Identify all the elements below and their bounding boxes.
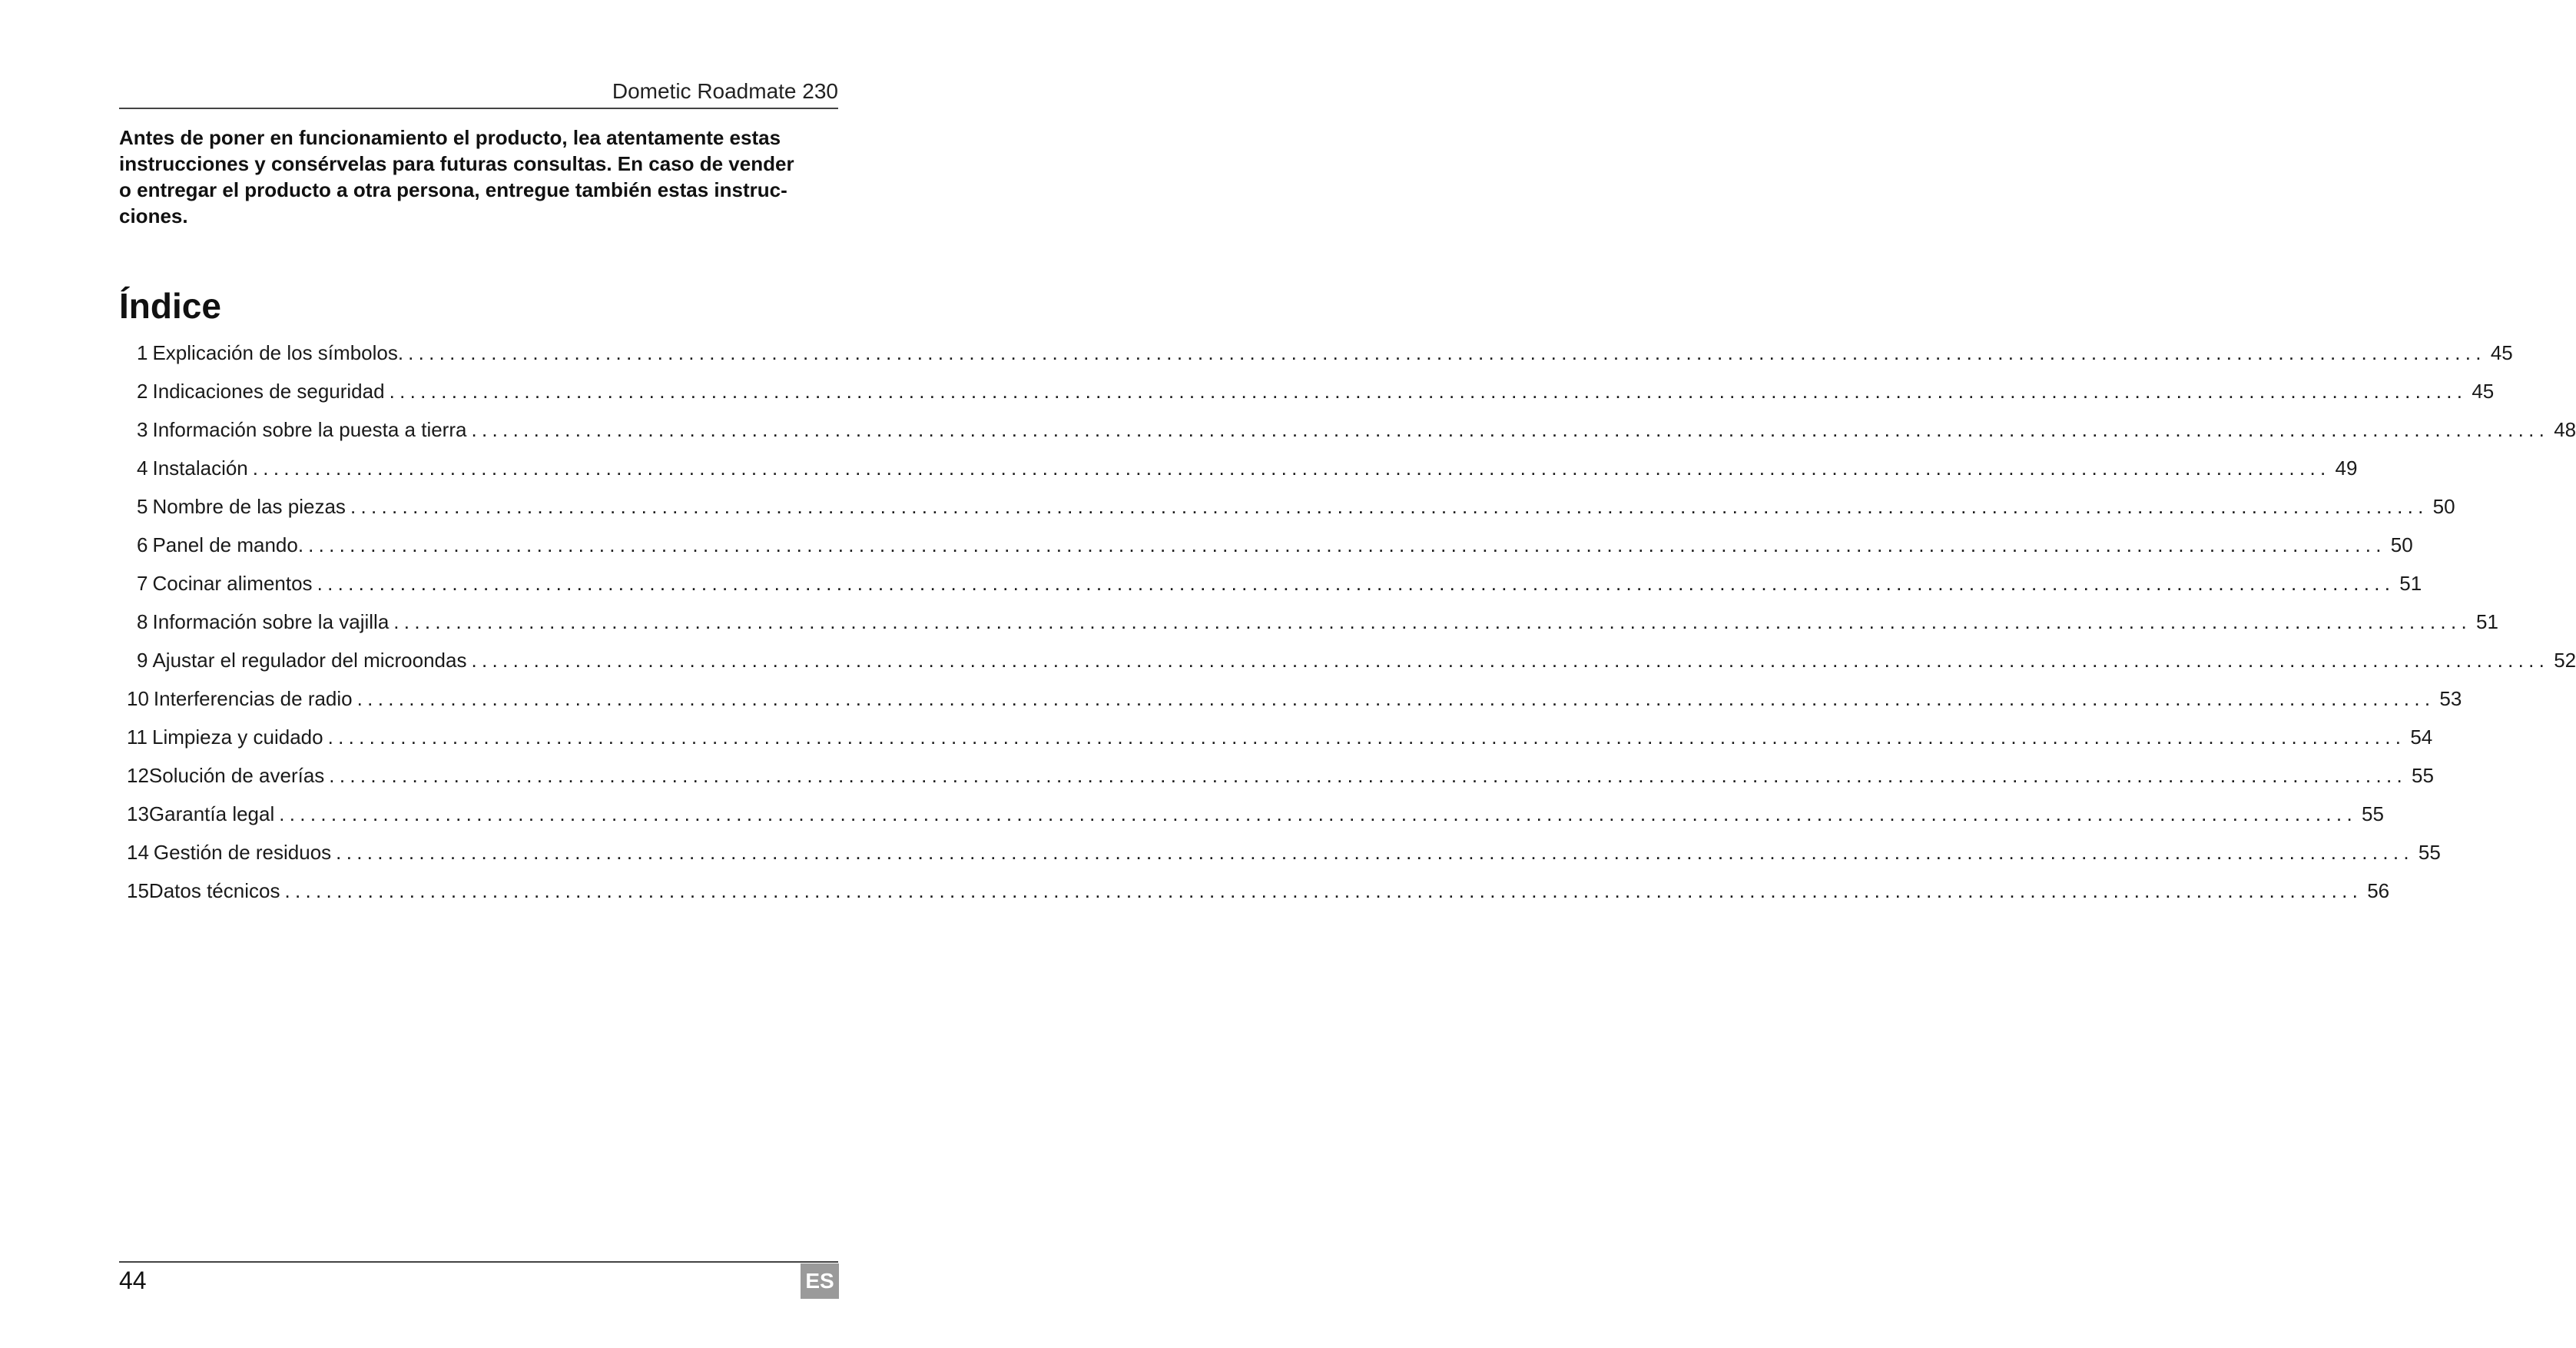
toc-entry-title: Indicaciones de seguridad [152,380,385,403]
toc-entry-page: 51 [2476,610,2498,633]
toc-entry [127,685,2462,712]
toc-entry-number: 10 [127,687,149,710]
toc-entry-number: 4 [137,457,148,480]
toc-entry-number: 11 [127,725,148,749]
toc-entry-number: 5 [137,495,148,518]
toc-dot-leader: ........................................................................................................................................................................................................ [393,610,2472,633]
toc-entry-number: 2 [137,380,148,403]
toc-entry [137,608,2498,636]
toc-entry-number: 15 [127,879,149,902]
toc-entry-page: 52 [2554,649,2576,672]
language-badge: ES [801,1263,839,1299]
toc-entry-title: Explicación de los símbolos. [152,341,404,364]
toc-dot-leader: ........................................................................................................................................................................................................ [350,495,2428,518]
toc-entry [137,493,2455,520]
toc-entry-title: Panel de mando. [152,533,304,556]
toc-entry-number: 14 [127,841,149,864]
toc-dot-leader: ........................................................................................................................................................................................................ [389,380,2468,403]
toc-entry-page: 53 [2439,687,2462,710]
toc-entry-number: 9 [137,649,148,672]
toc-dot-leader: ........................................................................................................................................................................................................ [336,841,2414,864]
toc-entry [127,762,2434,789]
toc-entry-title: Limpieza y cuidado [152,725,323,749]
toc-entry [137,646,2576,674]
toc-entry-page: 55 [2418,841,2441,864]
intro-line: Antes de poner en funcionamiento el producto, lea atentamente estas [119,126,781,149]
toc-entry-number: 1 [137,341,148,364]
toc-entry [127,838,2441,866]
intro-line: instrucciones y consérvelas para futuras consultas. En caso de vender [119,152,794,175]
toc-entry-page: 45 [2472,380,2495,403]
toc-entry-page: 50 [2390,533,2413,556]
footer-divider [119,1261,838,1263]
toc-entry-number: 3 [137,418,148,441]
toc-entry-page: 50 [2432,495,2455,518]
toc-dot-leader: ........................................................................................................................................................................................................ [327,725,2406,749]
toc-entry-page: 56 [2367,879,2390,902]
toc-entry [137,569,2422,597]
toc-entry-page: 48 [2554,418,2576,441]
toc-dot-leader: ........................................................................................................................................................................................................ [317,572,2395,595]
toc-dot-leader: ........................................................................................................................................................................................................ [408,341,2486,364]
toc-entry-number: 6 [137,533,148,556]
toc-entry-title: Interferencias de radio [153,687,353,710]
toc-entry [127,723,2433,751]
toc-entry-title: Información sobre la puesta a tierra [152,418,467,441]
toc-entry-number: 12 [127,764,149,787]
toc-entry-page: 49 [2335,457,2358,480]
toc-entry-page: 51 [2399,572,2422,595]
toc-entry-number: 13 [127,802,149,825]
toc-entry-title: Solución de averías [148,764,325,787]
toc-dot-leader: ........................................................................................................................................................................................................ [279,802,2357,825]
toc-dot-leader: ........................................................................................................................................................................................................ [471,649,2550,672]
toc-entry [137,416,2576,443]
toc-dot-leader: ........................................................................................................................................................................................................ [471,418,2550,441]
toc-entry-page: 45 [2490,341,2513,364]
toc-entry-number: 7 [137,572,148,595]
toc-entry-title: Datos técnicos [148,879,280,902]
intro-line: o entregar el producto a otra persona, entregue también estas instruc- [119,178,787,201]
toc-entry-title: Información sobre la vajilla [152,610,390,633]
toc-entry [137,454,2358,482]
toc-entry-title: Nombre de las piezas [152,495,346,518]
toc-entry-page: 54 [2410,725,2433,749]
toc-entry [127,877,2390,905]
toc-dot-leader: ........................................................................................................................................................................................................ [329,764,2408,787]
toc-entry [137,531,2413,559]
toc-entry [137,377,2495,405]
toc-dot-leader: ........................................................................................................................................................................................................ [284,879,2363,902]
toc-entry-page: 55 [2361,802,2384,825]
toc-dot-leader: ........................................................................................................................................................................................................ [308,533,2386,556]
toc-heading: Índice [119,286,221,326]
toc-entry-page: 55 [2412,764,2434,787]
intro-paragraph [119,125,841,229]
toc-entry-title: Instalación [152,457,248,480]
header-divider [119,108,838,109]
toc-dot-leader: ........................................................................................................................................................................................................ [252,457,2331,480]
toc-entry-title: Gestión de residuos [153,841,332,864]
toc-entry-number: 8 [137,610,148,633]
intro-line: ciones. [119,204,188,227]
toc-entry-title: Garantía legal [148,802,275,825]
page-number: 44 [119,1267,147,1294]
toc-entry [127,800,2384,828]
toc-dot-leader: ........................................................................................................................................................................................................ [356,687,2435,710]
document-header-title: Dometic Roadmate 230 [612,79,838,103]
toc-entry-title: Ajustar el regulador del microondas [152,649,467,672]
toc-entry-title: Cocinar alimentos [152,572,313,595]
toc-entry [137,339,2513,367]
